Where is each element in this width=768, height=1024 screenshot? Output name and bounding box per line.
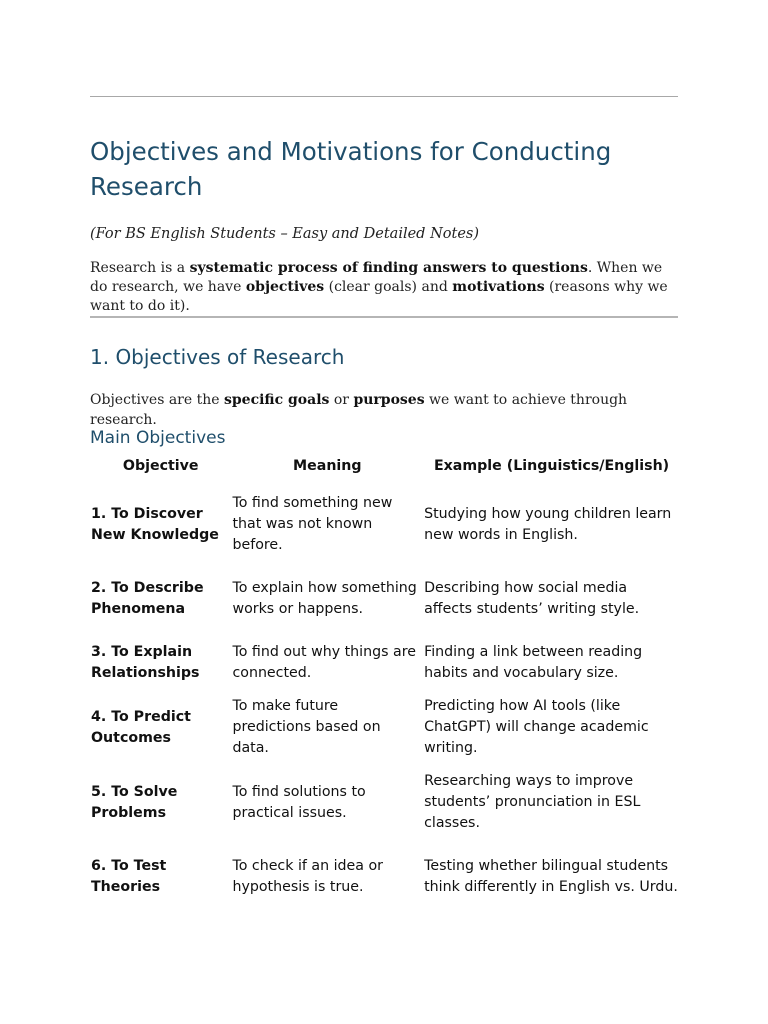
meaning-cell: To find solutions to practical issues. (232, 783, 366, 821)
meaning-cell: To explain how something works or happens. (232, 580, 417, 617)
intro-bold-3: motivations (452, 279, 545, 295)
example-cell: Testing whether bilingual students think differently in English vs. Urdu. (424, 858, 678, 895)
intro-bold-2: objectives (245, 279, 325, 295)
section-heading: 1. Objectives of Research (90, 345, 345, 369)
meaning-cell: To find something new that was not known before. (232, 495, 393, 553)
header-meaning: Meaning (293, 458, 362, 474)
objectives-intro-bold-1: specific goals (224, 392, 330, 408)
objective-cell: 6. To Test Theories (91, 858, 167, 895)
objective-cell: 3. To Explain Relationships (91, 644, 200, 681)
example-cell: Studying how young children learn new words in English. (424, 505, 672, 543)
header-objective: Objective (122, 458, 199, 474)
objective-cell: 2. To Describe Phenomena (91, 580, 204, 617)
objectives-intro-text-2: or (329, 392, 354, 408)
objectives-intro-text-1: Objectives are the (90, 392, 224, 408)
objectives-intro-bold-2: purposes (353, 392, 425, 408)
table-row (90, 636, 680, 690)
table-row (90, 562, 680, 636)
intro-paragraph (90, 259, 678, 316)
table-subheading: Main Objectives (90, 428, 226, 448)
example-cell: Describing how social media affects students’ writing style. (424, 580, 640, 617)
objectives-intro (90, 390, 678, 430)
table-row (90, 765, 680, 840)
table-row (90, 840, 680, 914)
table-header-row (90, 452, 680, 487)
intro-text-1: Research is a (90, 260, 190, 276)
intro-text-3: (clear goals) and (324, 279, 453, 295)
objective-cell: 5. To Solve Problems (91, 783, 178, 821)
objective-cell: 1. To Discover New Knowledge (91, 505, 219, 543)
document-subtitle: (For BS English Students – Easy and Detailed Notes) (90, 226, 479, 242)
section-divider (90, 316, 678, 318)
top-divider (90, 96, 678, 97)
objectives-table (90, 452, 680, 914)
example-cell: Finding a link between reading habits and vocabulary size. (424, 644, 643, 681)
objective-cell: 4. To Predict Outcomes (91, 708, 191, 746)
intro-text-4: (reasons why we want to do it). (90, 279, 668, 314)
header-example: Example (Linguistics/English) (433, 458, 670, 474)
table-row (90, 690, 680, 765)
objectives-intro-text-3: we want to achieve through research. (90, 392, 628, 428)
meaning-cell: To find out why things are connected. (232, 644, 416, 681)
intro-text-2: . When we do research, we have (90, 260, 663, 295)
example-cell: Researching ways to improve students’ pronunciation in ESL classes. (424, 773, 641, 831)
intro-bold-1: systematic process of finding answers to questions (189, 260, 588, 276)
example-cell: Predicting how AI tools (like ChatGPT) will change academic writing. (424, 698, 649, 756)
meaning-cell: To make future predictions based on data. (232, 698, 381, 756)
table-row (90, 487, 680, 562)
meaning-cell: To check if an idea or hypothesis is true. (232, 858, 383, 895)
document-title: Objectives and Motivations for Conducting Research (90, 137, 612, 201)
